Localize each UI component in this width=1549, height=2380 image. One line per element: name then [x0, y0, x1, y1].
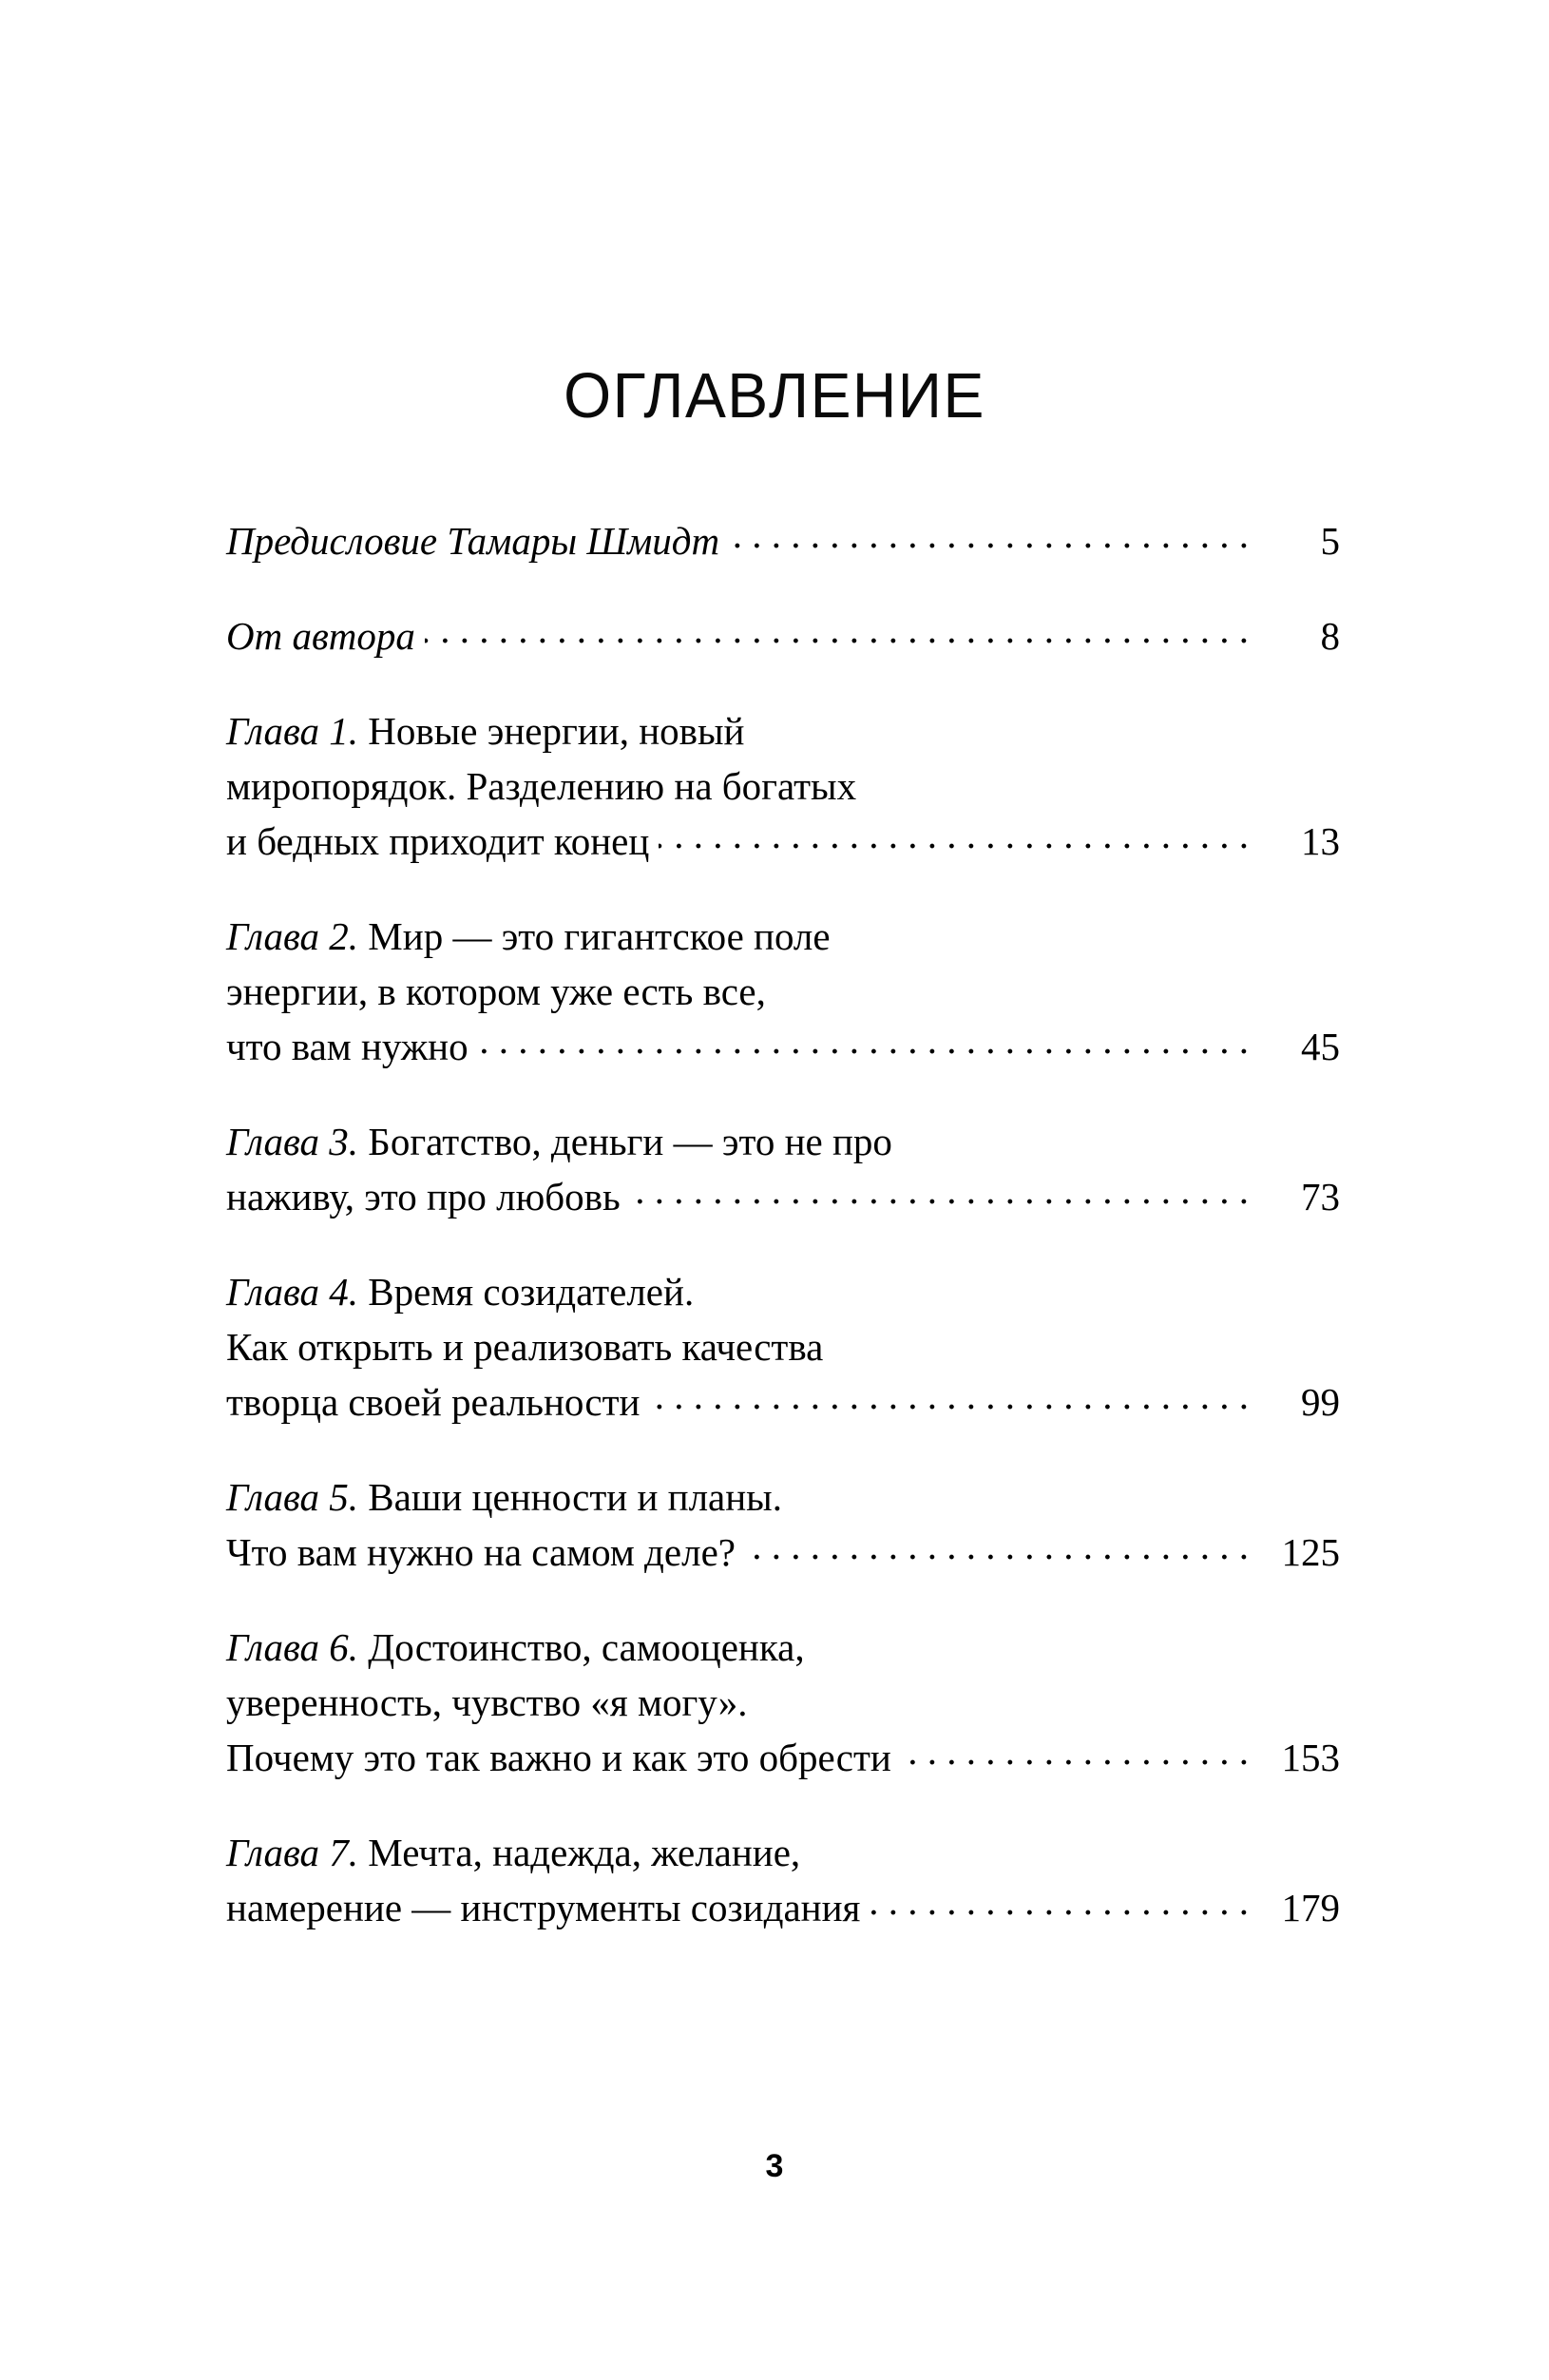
toc-entry-line [226, 1374, 1340, 1430]
toc-entry-title-text: Мир — это гигантское поле [368, 914, 831, 958]
toc-entry-line [226, 1319, 1340, 1374]
toc-entry-title-text: Достоинство, самооценка, [368, 1625, 805, 1669]
page-folio-number: 3 [765, 2148, 784, 2184]
toc-entry-title-text: намерение — инструменты созидания [226, 1886, 861, 1929]
toc-entry-line [226, 909, 1340, 964]
toc-page-number: 5 [1320, 519, 1340, 563]
toc-chapter-label: Глава 5. [226, 1475, 369, 1519]
toc-page-number: 8 [1320, 614, 1340, 658]
toc-entry-line [226, 1019, 1340, 1074]
toc-entry-line [226, 513, 1340, 568]
toc-entry-title-text: Время созидателей. [368, 1270, 695, 1314]
toc-entry[interactable] [226, 608, 1340, 663]
toc-entry-line [226, 964, 1340, 1019]
toc-entry-line [226, 1525, 1340, 1580]
toc-entry-line [226, 758, 1340, 814]
toc-entry-title-text: Предисловие Тамары Шмидт [226, 519, 720, 563]
dot-leader [425, 610, 1249, 649]
toc-chapter-label: Глава 7. [226, 1831, 369, 1874]
toc-entry-line [226, 1880, 1340, 1935]
dot-leader [870, 1882, 1249, 1921]
toc-entry-title-text: что вам нужно [226, 1025, 469, 1068]
toc-entry[interactable] [226, 1114, 1340, 1224]
toc-entry-line [226, 1825, 1340, 1880]
toc-entry[interactable] [226, 1264, 1340, 1430]
toc-entry[interactable] [226, 1469, 1340, 1580]
toc-entry-line [226, 608, 1340, 663]
dot-leader [478, 1021, 1249, 1060]
dot-leader [745, 1526, 1249, 1565]
toc-entry-line [226, 703, 1340, 758]
toc-entry[interactable] [226, 1620, 1340, 1785]
toc-chapter-label: Глава 3. [226, 1120, 369, 1163]
dot-leader [630, 1171, 1249, 1210]
toc-chapter-label: Глава 2. [226, 914, 369, 958]
toc-entry-title-text: Богатство, деньги — это не про [368, 1120, 892, 1163]
toc-entry-title-text: Почему это так важно и как это обрести [226, 1736, 891, 1779]
toc-entry-title-text: Ваши ценности и планы. [368, 1475, 782, 1519]
toc-entry-title-text: миропорядок. Разделению на богатых [226, 764, 857, 808]
toc-entry[interactable] [226, 513, 1340, 568]
toc-entry[interactable] [226, 909, 1340, 1074]
toc-entry-line [226, 1264, 1340, 1319]
table-of-contents-list [226, 513, 1340, 1935]
toc-entry-title-text: Как открыть и реализовать качества [226, 1325, 824, 1369]
toc-entry-line [226, 1730, 1340, 1785]
page-title: ОГЛАВЛЕНИЕ [564, 359, 985, 432]
dot-leader [901, 1732, 1249, 1771]
toc-page-number: 99 [1301, 1380, 1340, 1424]
toc-entry-title-text: творца своей реальности [226, 1380, 641, 1424]
toc-page-number: 179 [1281, 1886, 1340, 1929]
toc-page-number: 45 [1301, 1025, 1340, 1068]
toc-entry-line [226, 814, 1340, 869]
toc-entry-line [226, 1169, 1340, 1224]
toc-entry-title-text: От автора [226, 614, 415, 658]
dot-leader [729, 515, 1249, 554]
toc-entry-line [226, 1620, 1340, 1675]
toc-page-number: 13 [1301, 819, 1340, 863]
toc-chapter-label: Глава 6. [226, 1625, 369, 1669]
toc-entry-line [226, 1469, 1340, 1525]
dot-leader [650, 1376, 1250, 1415]
toc-entry-title-text: наживу, это про любовь [226, 1175, 621, 1219]
toc-page-number: 125 [1281, 1530, 1340, 1574]
toc-page-number: 73 [1301, 1175, 1340, 1219]
toc-entry[interactable] [226, 703, 1340, 869]
toc-entry-title-text: Что вам нужно на самом деле? [226, 1530, 736, 1574]
toc-entry-line [226, 1114, 1340, 1169]
toc-page-number: 153 [1281, 1736, 1340, 1779]
toc-entry-title-text: Мечта, надежда, желание, [368, 1831, 801, 1874]
toc-entry-title-text: Новые энергии, новый [368, 709, 745, 753]
toc-entry-title-text: энергии, в котором уже есть все, [226, 969, 766, 1013]
toc-entry-line [226, 1675, 1340, 1730]
toc-chapter-label: Глава 1. [226, 709, 369, 753]
dot-leader [659, 816, 1249, 854]
toc-entry-title-text: уверенность, чувство «я могу». [226, 1680, 748, 1724]
toc-chapter-label: Глава 4. [226, 1270, 369, 1314]
toc-entry[interactable] [226, 1825, 1340, 1935]
toc-entry-title-text: и бедных приходит конец [226, 819, 650, 863]
